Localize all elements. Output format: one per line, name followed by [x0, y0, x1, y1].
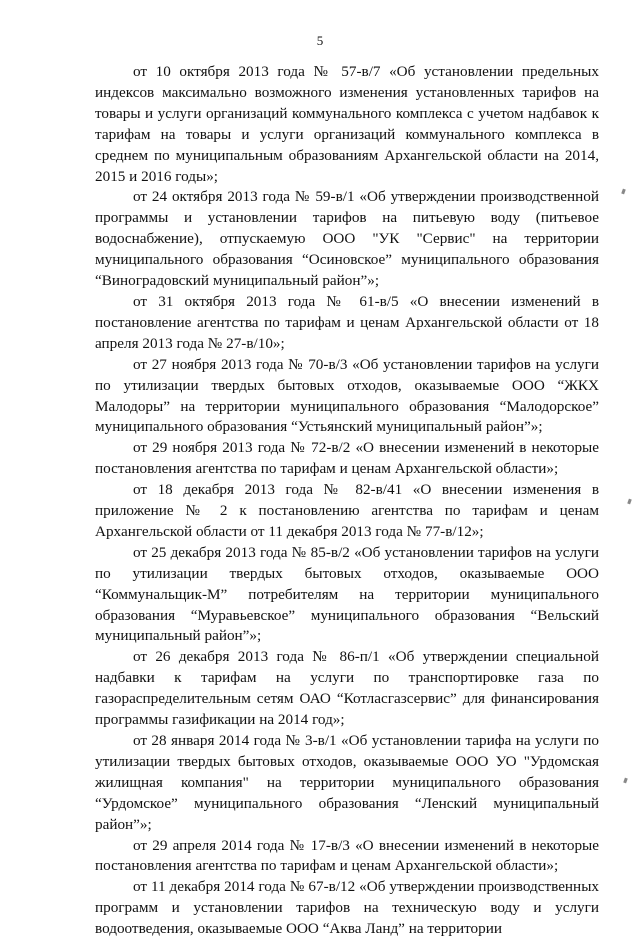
list-item: от 25 декабря 2013 года № 85-в/2 «Об установлении тарифов на услуги по утилизации твердых бытовых отходов, оказываемые ООО “Коммунальщик-М” потребителям на территории муниципального образования “Муравьевское” муниципального образования “Вельский муниципальный район”»;: [95, 543, 599, 645]
list-item: от 29 ноября 2013 года № 72-в/2 «О внесении изменений в некоторые постановления агентства по тарифам и ценам Архангельской области»;: [95, 439, 599, 478]
list-item: от 11 декабря 2014 года № 67-в/12 «Об утверждении производственных программ и установлении тарифов на техническую воду и услуги водоотведения, оказываемые ООО “Аква Ланд” на территории: [95, 878, 599, 938]
list-item: от 24 октября 2013 года № 59-в/1 «Об утверждении производственной программы и установлении тарифов на питьевую воду (питьевое водоснабжение), отпускаемую ООО "УК "Сервис" на территории муниципального образования “Осиновское” муниципального образования “Виноградовский муниципальный район”»;: [95, 188, 599, 290]
scan-speck: [623, 778, 628, 784]
list-item: от 31 октября 2013 года № 61-в/5 «О внесении изменений в постановление агентства по тарифам и ценам Архангельской области от 18 апреля 2013 года № 27-в/10»;: [95, 292, 599, 352]
scan-speck: [621, 189, 626, 195]
list-item: от 29 апреля 2014 года № 17-в/3 «О внесении изменений в некоторые постановления агентства по тарифам и ценам Архангельской области»;: [95, 836, 599, 875]
list-item: от 10 октября 2013 года № 57-в/7 «Об установлении предельных индексов максимально возможного изменения установленных тарифов на товары и услуги организаций коммунального комплекса с учетом надбавок к тарифам на товары и услуги организаций коммунального комплекса в среднем по муниципальным образованиям Архангельской области на 2014, 2015 и 2016 годы»;: [95, 63, 599, 185]
list-item: от 26 декабря 2013 года № 86-п/1 «Об утверждении специальной надбавки к тарифам на услуги по транспортировке газа по газораспределительным сетям ОАО “Котласгазсервис” для финансирования программы газификации на 2014 год»;: [95, 648, 599, 729]
scan-speck: [627, 499, 632, 505]
list-item: от 28 января 2014 года № 3-в/1 «Об установлении тарифа на услуги по утилизации твердых бытовых отходов, оказываемые ООО УО "Урдомская жилищная компания" на территории муниципального образования “Урдомское” муниципального образования “Ленский муниципальный район”»;: [95, 732, 599, 833]
list-item: от 27 ноября 2013 года № 70-в/3 «Об установлении тарифов на услуги по утилизации твердых бытовых отходов, оказываемые ООО “ЖКХ Малодоры” на территории муниципального образования “Малодорское” муниципального образования “Устьянский муниципальный район”»;: [95, 355, 599, 436]
document-body: [95, 62, 599, 940]
page-number: 5: [316, 33, 324, 48]
list-item: от 18 декабря 2013 года № 82-в/41 «О внесении изменения в приложение № 2 к постановлению агентства по тарифам и ценам Архангельской области от 11 декабря 2013 года № 77-в/12»;: [95, 481, 599, 540]
